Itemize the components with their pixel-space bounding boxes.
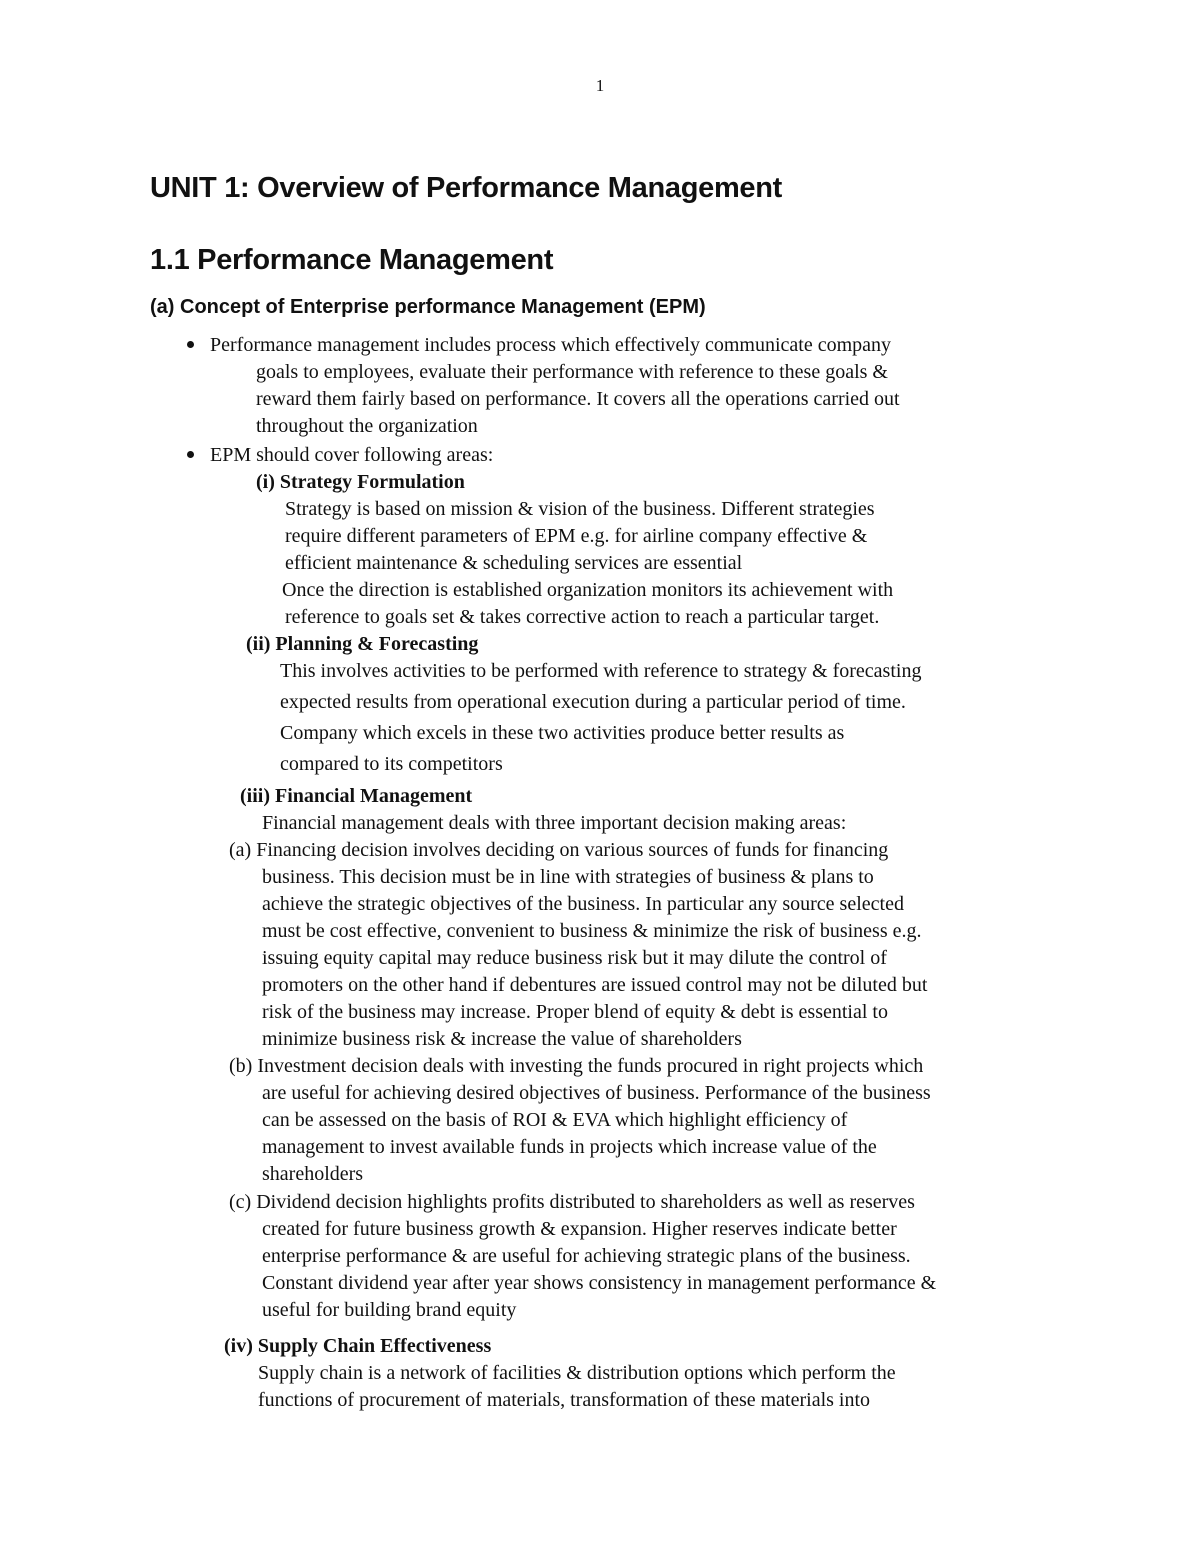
financing-decision-line: risk of the business may increase. Proper blend of equity & debt is essential to <box>262 1001 888 1023</box>
bullet-1-line: goals to employees, evaluate their performance with reference to these goals & <box>256 361 888 383</box>
financial-heading: (iii) Financial Management <box>240 785 473 807</box>
financing-decision-line: must be cost effective, convenient to business & minimize the risk of business e.g. <box>262 920 922 942</box>
financing-decision-line: achieve the strategic objectives of the business. In particular any source selected <box>262 893 904 915</box>
bullet-2-text: EPM should cover following areas: <box>210 444 494 466</box>
page-number: 1 <box>595 76 605 95</box>
planning-line: This involves activities to be performed with reference to strategy & forecasting <box>280 660 922 682</box>
financing-decision-line: issuing equity capital may reduce business risk but it may dilute the control of <box>262 947 887 969</box>
planning-line: Company which excels in these two activities produce better results as <box>280 722 845 744</box>
dividend-decision-line: (c) Dividend decision highlights profits distributed to shareholders as well as reserves <box>229 1191 915 1213</box>
dividend-decision-line: useful for building brand equity <box>262 1299 517 1321</box>
section-title: 1.1 Performance Management <box>150 244 554 276</box>
bullet-1-line: reward them fairly based on performance. It covers all the operations carried out <box>256 388 900 410</box>
bullet-icon <box>187 451 194 458</box>
unit-title: UNIT 1: Overview of Performance Management <box>150 172 783 204</box>
investment-decision-line: management to invest available funds in projects which increase value of the <box>262 1136 877 1158</box>
financing-decision-line: (a) Financing decision involves deciding on various sources of funds for financing <box>229 839 889 861</box>
bullet-icon <box>187 341 194 348</box>
investment-decision-line: shareholders <box>262 1163 364 1185</box>
strategy-line: Once the direction is established organization monitors its achievement with <box>282 579 894 601</box>
supply-line: Supply chain is a network of facilities & distribution options which perform the <box>258 1362 896 1384</box>
strategy-line: efficient maintenance & scheduling services are essential <box>285 552 743 574</box>
investment-decision-line: are useful for achieving desired objectives of business. Performance of the business <box>262 1082 931 1104</box>
dividend-decision-line: created for future business growth & expansion. Higher reserves indicate better <box>262 1218 897 1240</box>
planning-line: compared to its competitors <box>280 753 503 775</box>
financing-decision-line: minimize business risk & increase the value of shareholders <box>262 1028 742 1050</box>
investment-decision-line: (b) Investment decision deals with investing the funds procured in right projects which <box>229 1055 924 1077</box>
planning-line: expected results from operational execution during a particular period of time. <box>280 691 906 713</box>
bullet-1-line: Performance management includes process which effectively communicate company <box>210 334 892 356</box>
bullet-1-line: throughout the organization <box>256 415 478 437</box>
subsection-title: (a) Concept of Enterprise performance Management (EPM) <box>150 296 706 318</box>
investment-decision-line: can be assessed on the basis of ROI & EVA which highlight efficiency of <box>262 1109 848 1131</box>
strategy-line: reference to goals set & takes corrective action to reach a particular target. <box>285 606 880 628</box>
strategy-heading: (i) Strategy Formulation <box>256 471 465 493</box>
supply-heading: (iv) Supply Chain Effectiveness <box>224 1335 492 1357</box>
financial-intro: Financial management deals with three important decision making areas: <box>262 812 847 834</box>
planning-heading: (ii) Planning & Forecasting <box>246 633 479 655</box>
dividend-decision-line: enterprise performance & are useful for achieving strategic plans of the business. <box>262 1245 911 1267</box>
strategy-line: Strategy is based on mission & vision of the business. Different strategies <box>285 498 875 520</box>
financing-decision-line: promoters on the other hand if debentures are issued control may not be diluted but <box>262 974 928 996</box>
strategy-line: require different parameters of EPM e.g. for airline company effective & <box>285 525 868 547</box>
dividend-decision-line: Constant dividend year after year shows consistency in management performance & <box>262 1272 937 1294</box>
financing-decision-line: business. This decision must be in line with strategies of business & plans to <box>262 866 874 888</box>
supply-line: functions of procurement of materials, transformation of these materials into <box>258 1389 871 1411</box>
